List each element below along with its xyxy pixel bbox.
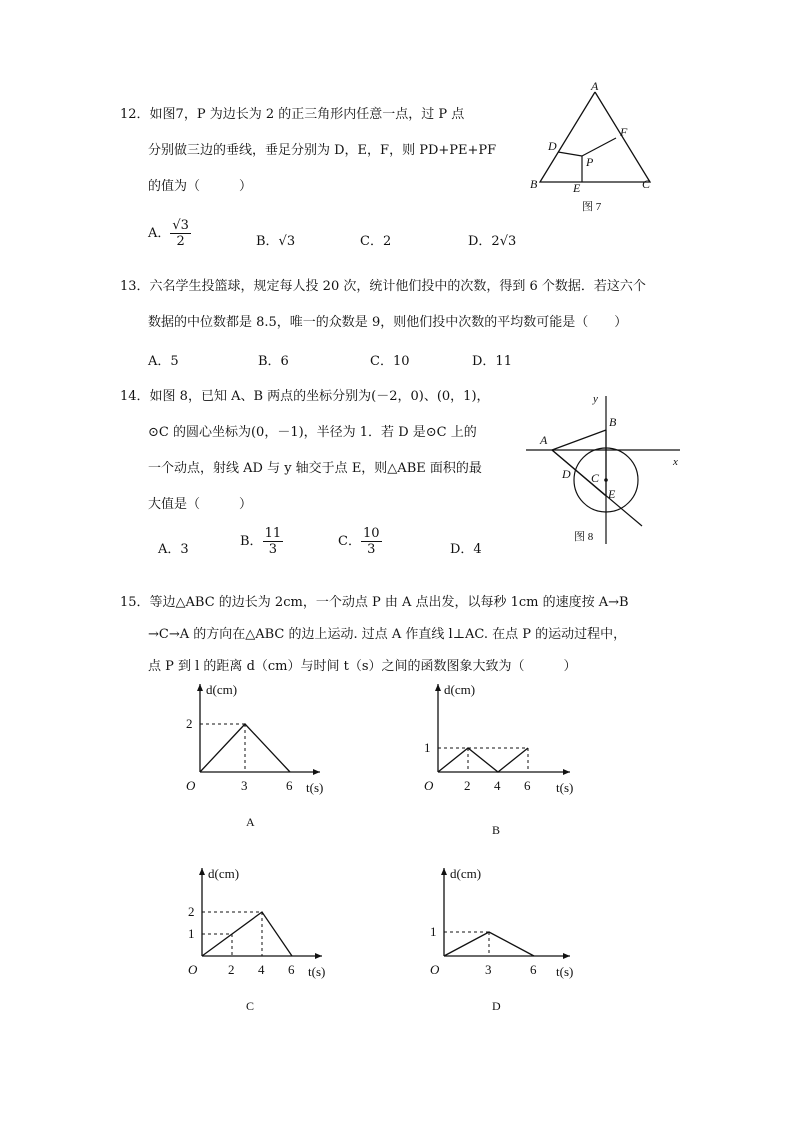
fig7-label-e: E — [573, 181, 581, 195]
graph-b-x-arrow — [563, 769, 570, 775]
q13-option-c[interactable]: C．10 — [370, 354, 410, 369]
fig7-label-c: C — [642, 177, 651, 191]
q12-option-a-fraction: $\frac{√3}{2}$ — [172, 218, 189, 249]
graph-d-y-arrow — [441, 868, 447, 875]
graph-a-caption: A — [246, 815, 255, 829]
graph-d-xtick: 6 — [530, 962, 537, 977]
graph-d-xtick: 3 — [485, 962, 492, 977]
graph-a-xtick: 6 — [286, 778, 293, 793]
fig7-label-b: B — [530, 177, 538, 191]
graph-c-ylabel: d(cm) — [208, 866, 240, 881]
fig8-label-b: B — [609, 415, 617, 429]
q14-option-d[interactable]: D．4 — [450, 542, 482, 557]
figure-7-triangle — [520, 78, 670, 218]
graph-option-c[interactable] — [170, 860, 340, 1020]
graph-d-ytick: 1 — [430, 924, 437, 939]
graph-d-xlabel: t(s) — [556, 964, 574, 979]
graph-a-x-arrow — [313, 769, 320, 775]
q14-option-c-fraction: $\frac{10}{3}$ — [362, 526, 380, 557]
fig8-label-d: D — [562, 467, 571, 481]
graph-d-x-arrow — [563, 953, 570, 959]
fig7-caption: 图 7 — [582, 201, 602, 213]
q12-line-2: 分别做三边的垂线，垂足分别为 D，E，F，则 PD+PE+PF — [148, 143, 497, 158]
q14-option-b-fraction: $\frac{11}{3}$ — [264, 526, 282, 557]
fig8-caption: 图 8 — [574, 531, 594, 543]
graph-c-ytick: 1 — [188, 926, 195, 941]
graph-b-xlabel: t(s) — [556, 780, 574, 795]
figure-8-coordinate — [520, 386, 690, 556]
q15-line-2: →C→A 的方向在△ABC 的边上运动. 过点 A 作直线 l⊥AC. 在点 P 的运动过程中， — [148, 627, 627, 642]
graph-c-ytick: 2 — [188, 904, 195, 919]
graph-a-xtick: 3 — [241, 778, 248, 793]
graph-a-ylabel: d(cm) — [206, 682, 238, 697]
q13-line-2: 数据的中位数都是 8.5，唯一的众数是 9，则他们投中次数的平均数可能是（ ） — [148, 315, 628, 330]
q12-line-1: 12．如图7，P 为边长为 2 的正三角形内任意一点，过 P 点 — [120, 107, 465, 122]
fig7-label-f: F — [620, 125, 628, 139]
graph-a-origin: O — [186, 778, 196, 793]
fig7-label-d: D — [548, 139, 557, 153]
q12-line-3: 的值为（ ） — [148, 179, 253, 194]
graph-d-origin: O — [430, 962, 440, 977]
fig8-label-c: C — [591, 471, 600, 485]
graph-c-xtick: 2 — [228, 962, 235, 977]
q14-line-2: ⊙C 的圆心坐标为(0，－1)，半径为 1．若 D 是⊙C 上的 — [148, 425, 477, 440]
graph-c-origin: O — [188, 962, 198, 977]
fig7-label-a: A — [591, 79, 599, 93]
graph-c-x-arrow — [315, 953, 322, 959]
q12-option-a[interactable]: A． $\frac{√3}{2}$ — [148, 218, 189, 249]
q14-line-1: 14．如图 8，已知 A、B 两点的坐标分别为(－2，0)、(0，1)， — [120, 389, 490, 404]
fig8-label-a: A — [540, 433, 548, 447]
q14-line-4: 大值是（ ） — [148, 497, 253, 512]
q14-option-b[interactable]: B． $\frac{11}{3}$ — [240, 526, 282, 557]
graph-b-y-arrow — [435, 684, 441, 691]
graph-c-y-arrow — [199, 868, 205, 875]
graph-c-xlabel: t(s) — [308, 964, 326, 979]
graph-b-xtick: 6 — [524, 778, 531, 793]
graph-b-ytick: 1 — [424, 740, 431, 755]
q14-option-c[interactable]: C． $\frac{10}{3}$ — [338, 526, 380, 557]
graph-a-y-arrow — [197, 684, 203, 691]
graph-b-xtick: 4 — [494, 778, 501, 793]
fig8-label-e: E — [608, 487, 616, 501]
q13-line-1: 13．六名学生投篮球，规定每人投 20 次，统计他们投中的次数，得到 6 个数据．若这六个 — [120, 279, 646, 294]
graph-d-ylabel: d(cm) — [450, 866, 482, 881]
fig8-label-x: x — [673, 456, 678, 468]
q14-option-a[interactable]: A．3 — [158, 542, 189, 557]
graph-option-b[interactable] — [402, 676, 582, 846]
q12-option-c[interactable]: C．2 — [360, 234, 392, 249]
fig7-label-p: P — [586, 155, 594, 169]
graph-b-ylabel: d(cm) — [444, 682, 476, 697]
graph-c-caption: C — [246, 999, 255, 1013]
graph-b-xtick: 2 — [464, 778, 471, 793]
graph-d-caption: D — [492, 999, 501, 1013]
graph-c-xtick: 6 — [288, 962, 295, 977]
q14-line-3: 一个动点，射线 AD 与 y 轴交于点 E，则△ABE 面积的最 — [148, 461, 482, 476]
fig8-label-y: y — [593, 393, 598, 405]
q13-option-d[interactable]: D．11 — [472, 354, 512, 369]
q13-option-b[interactable]: B．6 — [258, 354, 289, 369]
graph-a-ytick: 2 — [186, 716, 193, 731]
q12-option-b[interactable]: B．√3 — [256, 234, 296, 249]
q13-option-a[interactable]: A．5 — [148, 354, 179, 369]
graph-a-xlabel: t(s) — [306, 780, 324, 795]
graph-b-origin: O — [424, 778, 434, 793]
q15-line-3: 点 P 到 l 的距离 d（cm）与时间 t（s）之间的函数图象大致为（ ） — [148, 659, 577, 674]
graph-c-xtick: 4 — [258, 962, 265, 977]
graph-b-caption: B — [492, 823, 501, 837]
q15-line-1: 15．等边△ABC 的边长为 2cm，一个动点 P 由 A 点出发，以每秒 1cm 的速度按 A→B — [120, 595, 629, 610]
graph-option-d[interactable] — [410, 860, 590, 1020]
q12-option-d[interactable]: D．2√3 — [468, 234, 517, 249]
graph-option-a[interactable] — [170, 676, 340, 836]
graph-b-series-line — [438, 748, 528, 772]
